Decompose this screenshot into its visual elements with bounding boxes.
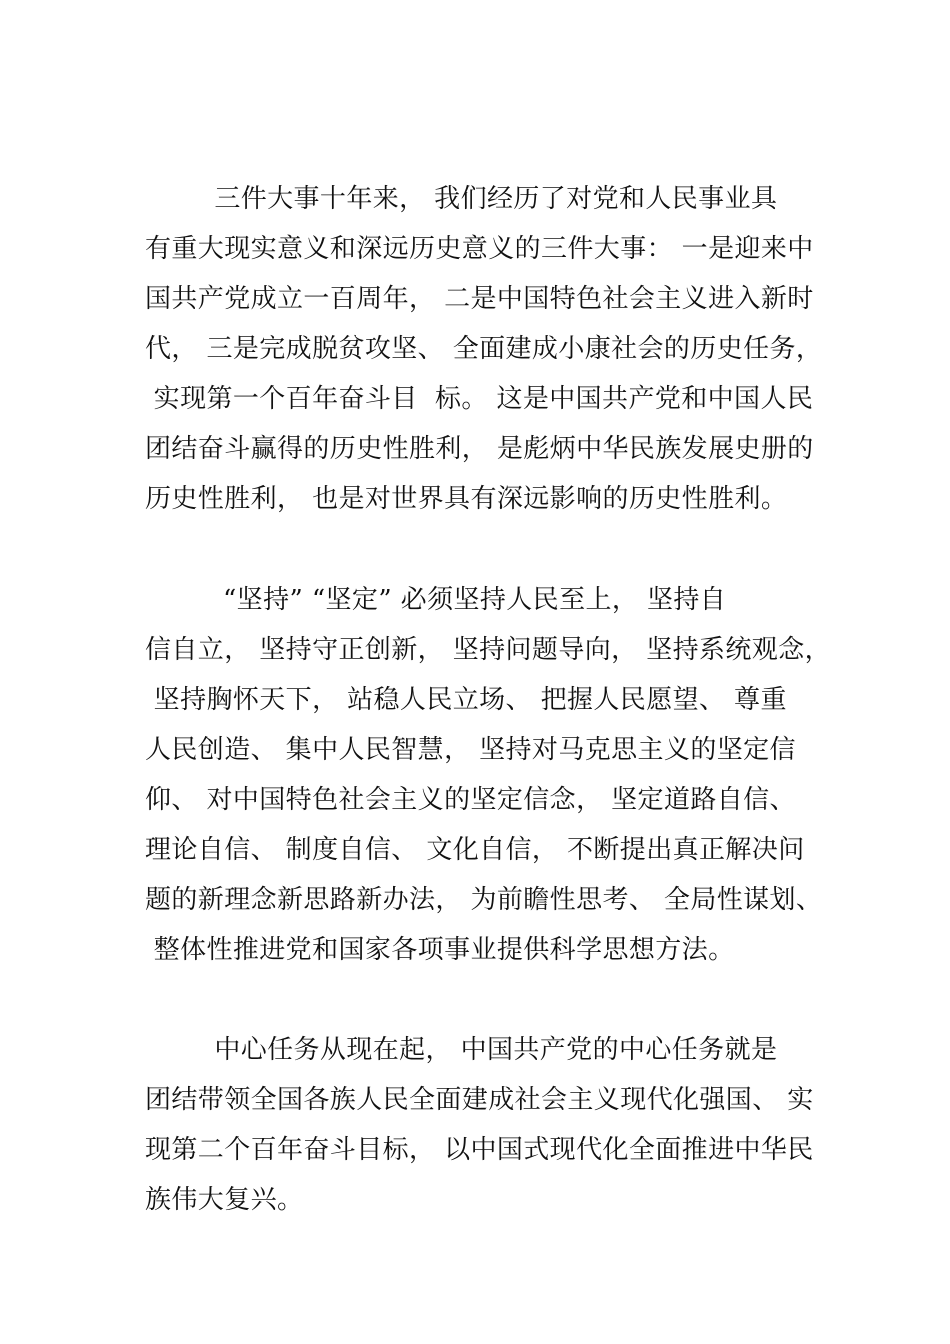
text-line: 坚持胸怀天下， 站稳人民立场、 把握人民愿望、 尊重 (145, 685, 787, 715)
text-line: 团结带领全国各族人民全面建成社会主义现代化强国、 实 (145, 1085, 814, 1115)
text-line: 仰、 对中国特色社会主义的坚定信念， 坚定道路自信、 (145, 785, 796, 815)
paragraph-adhere-and-firm (145, 575, 831, 975)
text-line: 有重大现实意义和深远历史意义的三件大事： 一是迎来中 (145, 234, 814, 264)
text-line: 族伟大复兴。 (145, 1185, 304, 1215)
paragraph-three-major-events (145, 174, 823, 524)
text-line: 人民创造、 集中人民智慧， 坚持对马克思主义的坚定信 (145, 735, 796, 765)
text-line: 现第二个百年奋斗目标， 以中国式现代化全面推进中华民 (145, 1135, 814, 1165)
text-line: 中心任务从现在起， 中国共产党的中心任务就是 (145, 1035, 778, 1065)
text-line: 实现第一个百年奋斗目 标。 这是中国共产党和中国人民 (145, 384, 814, 414)
paragraph-central-task (145, 1025, 820, 1225)
text-line: 团结奋斗赢得的历史性胜利， 是彪炳中华民族发展史册的 (145, 434, 814, 464)
text-line: 整体性推进党和国家各项事业提供科学思想方法。 (145, 935, 735, 965)
text-line: 理论自信、 制度自信、 文化自信， 不断提出真正解决问 (145, 835, 805, 865)
text-line: 历史性胜利， 也是对世界具有深远影响的历史性胜利。 (145, 484, 788, 514)
text-line: 三件大事十年来， 我们经历了对党和人民事业具 (145, 184, 778, 214)
text-line: 代， 三是完成脱贫攻坚、 全面建成小康社会的历史任务， (145, 334, 823, 364)
text-line: 题的新理念新思路新办法， 为前瞻性思考、 全局性谋划、 (145, 885, 823, 915)
text-line: “坚持” “坚定” 必须坚持人民至上， 坚持自 (145, 585, 727, 615)
text-line: 信自立， 坚持守正创新， 坚持问题导向， 坚持系统观念， (145, 635, 831, 665)
text-line: 国共产党成立一百周年， 二是中国特色社会主义进入新时 (145, 284, 814, 314)
